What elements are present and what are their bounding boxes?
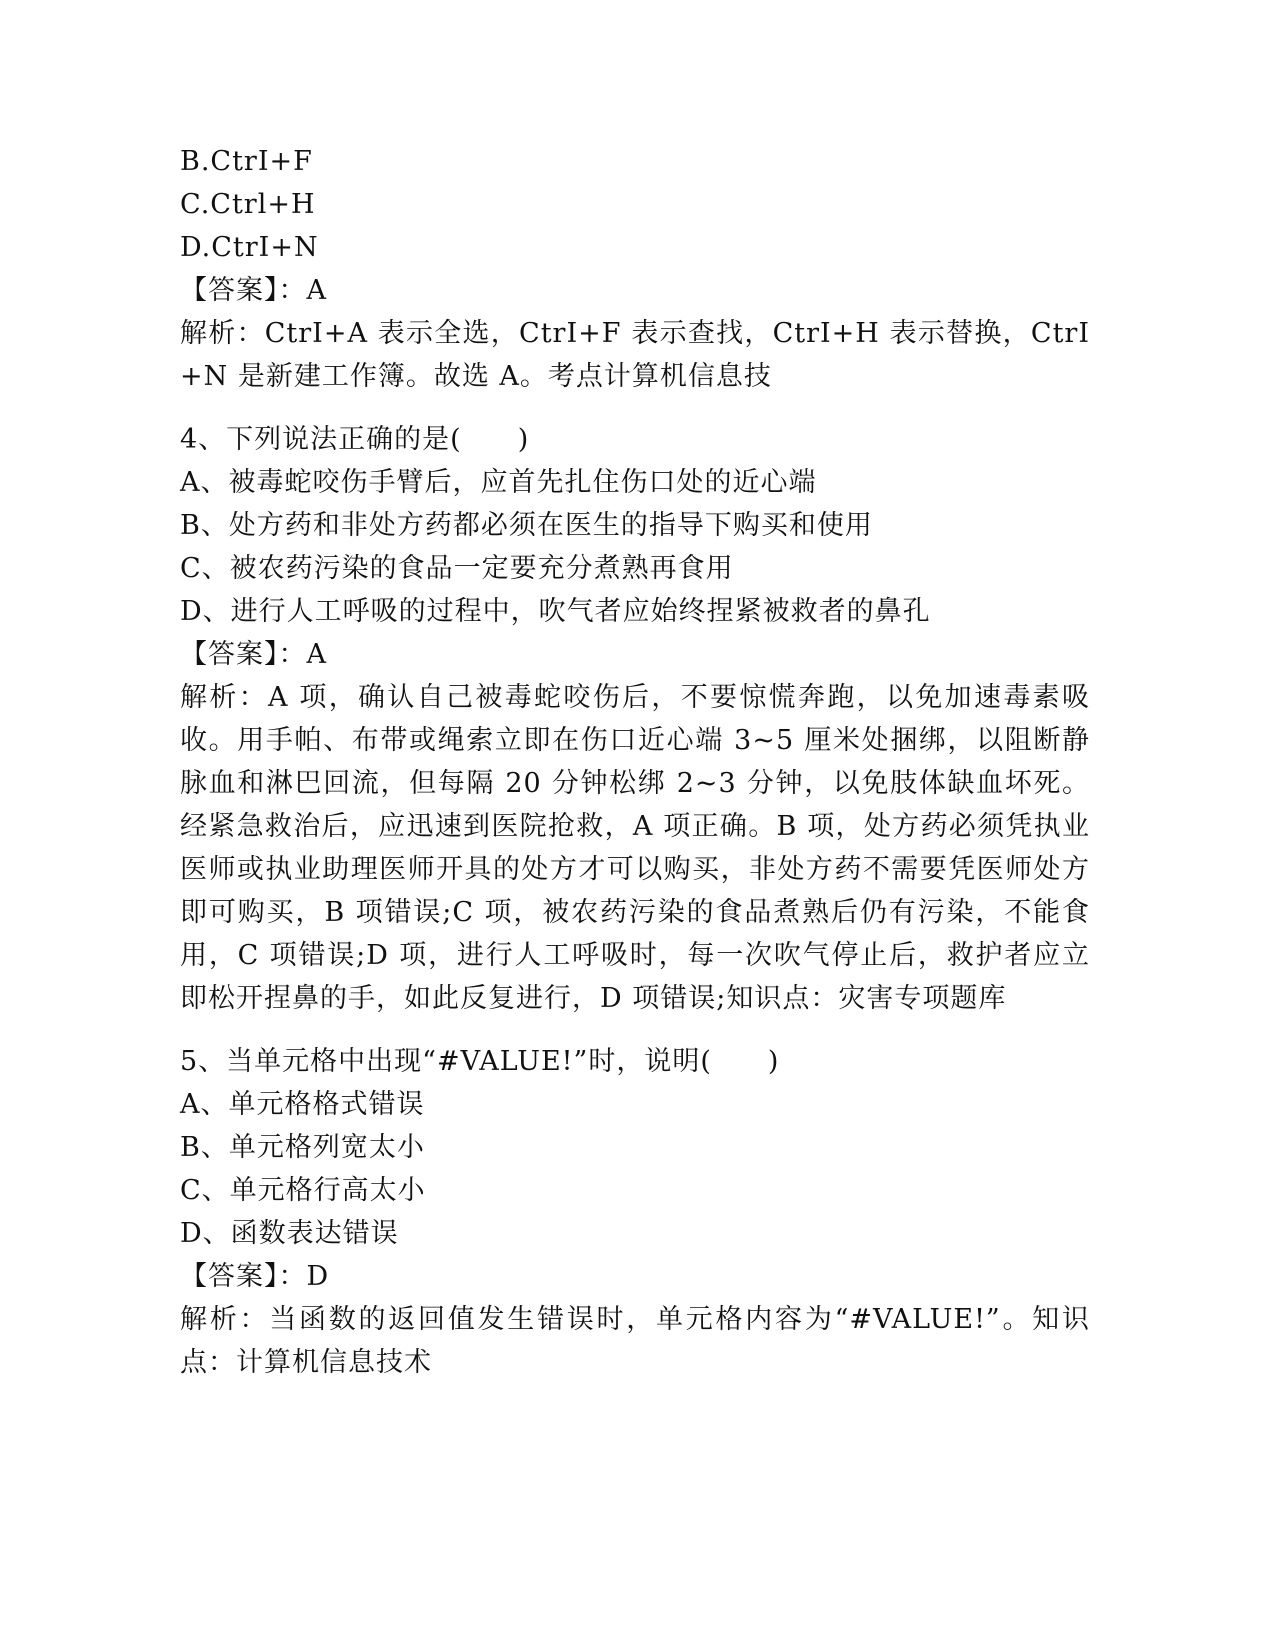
option-c: C、单元格行高太小 bbox=[180, 1175, 426, 1206]
option-c: C、被农药污染的食品一定要充分煮熟再食用 bbox=[180, 553, 734, 584]
answer-label: 【答案】：A bbox=[180, 275, 327, 306]
spacer bbox=[180, 1020, 1090, 1040]
option-b: B、处方药和非处方药都必须在医生的指导下购买和使用 bbox=[180, 510, 873, 541]
option-d: D、进行人工呼吸的过程中，吹气者应始终捏紧被救者的鼻孔 bbox=[180, 596, 931, 627]
question-text: 5、当单元格中出现“#VALUE!”时，说明( ) bbox=[180, 1046, 780, 1077]
answer-label: 【答案】：A bbox=[180, 639, 327, 670]
explanation-text: 解析：CtrI+A 表示全选，CtrI+F 表示查找，CtrI+H 表示替换，CtrI+N 是新建工作簿。故选 A。考点计算机信息技 bbox=[180, 318, 1090, 392]
answer-label: 【答案】：D bbox=[180, 1261, 330, 1292]
option-a: A、被毒蛇咬伤手臂后，应首先扎住伤口处的近心端 bbox=[180, 467, 817, 498]
option-a: A、单元格格式错误 bbox=[180, 1089, 425, 1120]
question-5-block bbox=[180, 1040, 1090, 1384]
explanation-text: 解析：A 项，确认自己被毒蛇咬伤后，不要惊慌奔跑，以免加速毒素吸收。用手帕、布带或绳索立即在伤口近心端 3~5 厘米处捆绑，以阻断静脉血和淋巴回流，但每隔 20 分钟松绑 2~3 分钟，以免肢体缺血坏死。经紧急救治后，应迅速到医院抢救，A 项正确。B 项，处方药必须凭执业医师或执业助理医师开具的处方才可以购买，非处方药不需要凭医师处方即可购买，B 项错误;C 项，被农药污染的食品煮熟后仍有污染，不能食用，C 项错误;D 项，进行人工呼吸时，每一次吹气停止后，救护者应立即松开捏鼻的手，如此反复进行，D 项错误;知识点：灾害专项题库 bbox=[180, 682, 1090, 1014]
question-4-block bbox=[180, 418, 1090, 1020]
option-c: C.Ctrl+H bbox=[180, 189, 316, 220]
option-b: B、单元格列宽太小 bbox=[180, 1132, 425, 1163]
option-b: B.CtrI+F bbox=[180, 146, 313, 177]
option-d: D、函数表达错误 bbox=[180, 1218, 399, 1249]
explanation-text: 解析：当函数的返回值发生错误时，单元格内容为“#VALUE!”。知识点：计算机信息技术 bbox=[180, 1304, 1090, 1378]
spacer bbox=[180, 398, 1090, 418]
option-d: D.CtrI+N bbox=[180, 232, 319, 263]
question-text: 4、下列说法正确的是( ) bbox=[180, 424, 530, 455]
document-page bbox=[180, 140, 1090, 1384]
question-3-block bbox=[180, 140, 1090, 398]
